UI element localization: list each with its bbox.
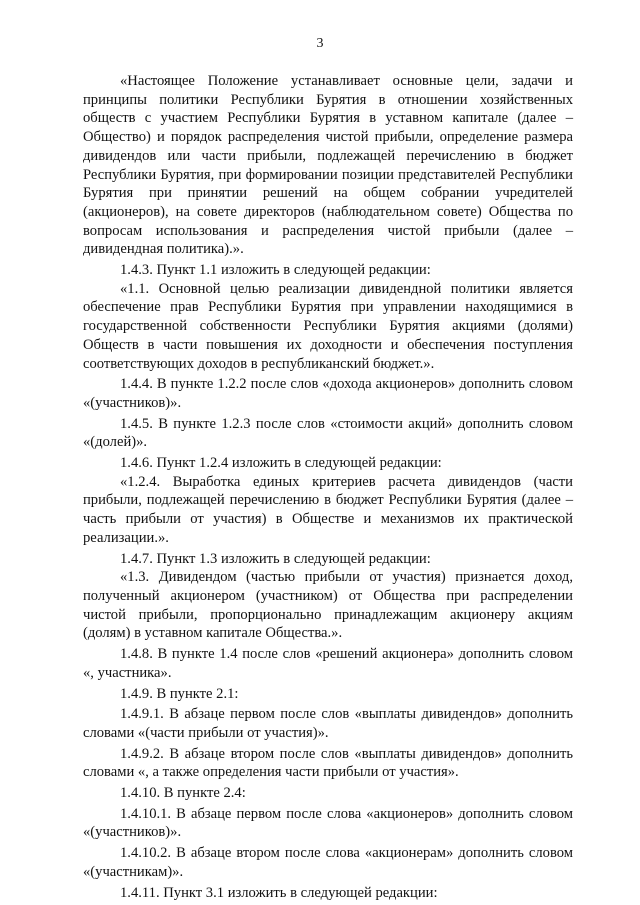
paragraph-1-4-9: 1.4.9. В пункте 2.1: (120, 685, 239, 702)
paragraph-1-4-11: 1.4.11. Пункт 3.1 изложить в следующей редакции: (120, 884, 438, 901)
paragraph-quote-1-2-4: «1.2.4. Выработка единых критериев расчета дивидендов (части прибыли, подлежащей перечислению в бюджет Республики Бурятия (далее – часть прибыли от участия) в Обществе и механизмов их практической реализации.». (83, 473, 573, 546)
paragraph-1-4-9-1: 1.4.9.1. В абзаце первом после слов «выплаты дивидендов» дополнить словами «(части прибыли от участия)». (83, 706, 573, 741)
paragraph-1-4-9-2: 1.4.9.2. В абзаце втором после слов «выплаты дивидендов» дополнить словами «, а также определения части прибыли от участия». (83, 745, 573, 781)
paragraph-1-4-10-2: 1.4.10.2. В абзаце втором после слова «акционерам» дополнить словом «(участникам)». (83, 845, 573, 880)
paragraph-1-4-6: 1.4.6. Пункт 1.2.4 изложить в следующей редакции: (120, 455, 442, 472)
page-number: 3 (316, 36, 324, 51)
paragraph-quote-1-1: «1.1. Основной целью реализации дивидендной политики является обеспечение прав Республики Бурятия при управлении находящимися в государственной собственности Республики Бурятия акциями (долями) Обществ в части повышения их доходности и обеспечения поступления соответствующих доходов в республиканский бюджет.». (83, 280, 573, 372)
paragraph-regulation-purpose: «Настоящее Положение устанавливает основные цели, задачи и принципы политики Республики Бурятия в отношении хозяйственных обществ с участием Республики Бурятия в уставном капитале (далее – Общество) и порядок распределения чистой прибыли, определение размера дивидендов или части прибыли, подлежащей перечислению в бюджет Республики Бурятия, при формировании позиции представителей Республики Бурятия при принятии решений на общем собрании учредителей (акционеров), на совете директоров (наблюдательном совете) Общества по вопросам использования и распределения чистой прибыли (далее – дивидендная политика).». (83, 73, 573, 258)
paragraph-1-4-7: 1.4.7. Пункт 1.3 изложить в следующей редакции: (120, 550, 431, 567)
paragraph-1-4-8: 1.4.8. В пункте 1.4 после слов «решений акционера» дополнить словом «, участника». (83, 646, 573, 681)
paragraph-1-4-3: 1.4.3. Пункт 1.1 изложить в следующей редакции: (120, 262, 431, 279)
paragraph-1-4-10: 1.4.10. В пункте 2.4: (120, 785, 246, 802)
paragraph-1-4-4: 1.4.4. В пункте 1.2.2 после слов «дохода акционеров» дополнить словом «(участников)». (83, 376, 573, 411)
paragraph-1-4-10-1: 1.4.10.1. В абзаце первом после слова «акционеров» дополнить словом «(участников)». (83, 805, 573, 841)
paragraph-1-4-5: 1.4.5. В пункте 1.2.3 после слов «стоимости акций» дополнить словом «(долей)». (83, 415, 573, 451)
paragraph-quote-1-3: «1.3. Дивидендом (частью прибыли от участия) признается доход, полученный акционером (участником) от Общества при распределении чистой прибыли, пропорционально принадлежащим акционеру акциям (долям) в уставном капитале Общества.». (83, 569, 573, 642)
document-body (83, 72, 573, 902)
